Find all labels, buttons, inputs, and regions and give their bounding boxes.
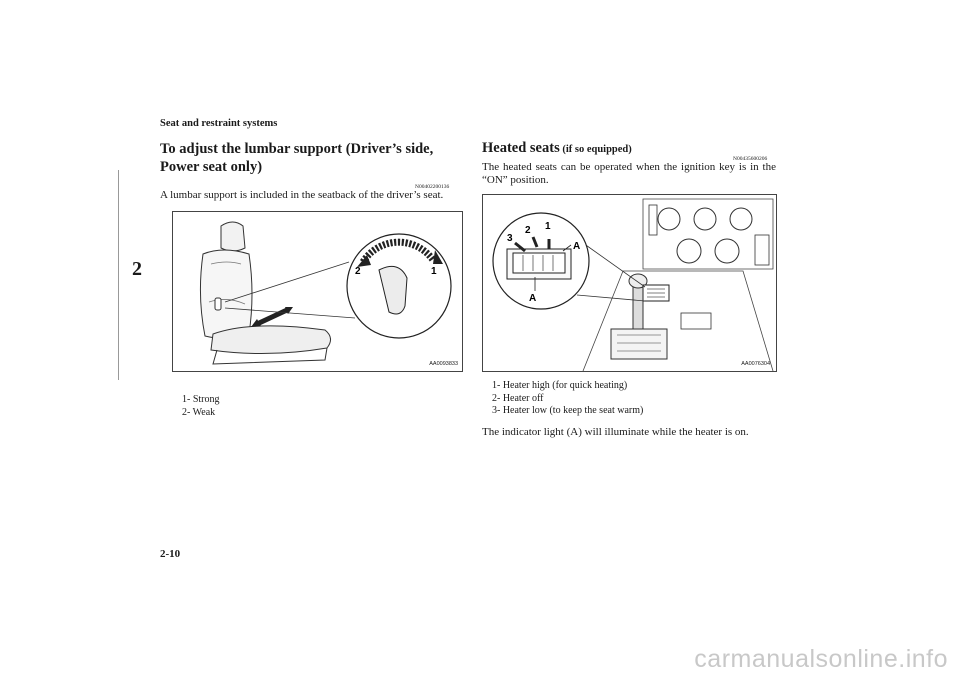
- heated-seats-title-suffix: (if so equipped): [559, 144, 632, 155]
- list-item: 1- Strong: [182, 394, 220, 405]
- lumbar-section-title: To adjust the lumbar support (Driver’s side, Power seat only): [160, 141, 434, 175]
- heated-reference-code: N00435600206: [733, 156, 768, 162]
- list-item: 3- Heater low (to keep the seat warm): [492, 405, 644, 416]
- list-item: 2- Heater off: [492, 392, 544, 404]
- heated-description: The heated seats can be operated when the ignition key is in the “ON” position.: [482, 161, 776, 186]
- figure-label-3: 3: [507, 233, 513, 244]
- lumbar-reference-code: N00402200136: [415, 184, 450, 190]
- heated-figure-code: AA0076304: [741, 361, 770, 367]
- heated-seats-illustration: [482, 194, 777, 372]
- lumbar-illustration: [172, 211, 463, 372]
- heated-legend-list: [492, 380, 643, 418]
- console-switch-diagram: [483, 195, 776, 371]
- figure-label-1: 1: [431, 266, 437, 277]
- seat-lumbar-diagram: [173, 212, 462, 371]
- list-item: 1- Heater high (for quick heating): [492, 380, 628, 391]
- lumbar-legend-list: [182, 394, 220, 419]
- figure-label-a-right: A: [573, 241, 581, 252]
- chapter-tab-divider: [118, 170, 119, 380]
- figure-label-2: 2: [355, 266, 361, 277]
- figure-label-1: 1: [545, 221, 551, 232]
- page-number: 2-10: [160, 548, 181, 560]
- lumbar-description: A lumbar support is included in the seatback of the driver’s seat.: [160, 189, 444, 201]
- lumbar-figure-code: AA0093833: [429, 361, 458, 367]
- list-item: 2- Weak: [182, 406, 216, 418]
- section-header: Seat and restraint systems: [160, 118, 278, 129]
- heated-seats-title-main: Heated seats: [482, 140, 560, 156]
- heated-seats-title: [482, 140, 632, 157]
- watermark: carmanualsonline.info: [694, 645, 948, 673]
- figure-label-2: 2: [525, 225, 531, 236]
- chapter-number: 2: [132, 258, 142, 280]
- indicator-note: The indicator light (A) will illuminate while the heater is on.: [482, 426, 749, 438]
- figure-label-a-bottom: A: [529, 293, 537, 304]
